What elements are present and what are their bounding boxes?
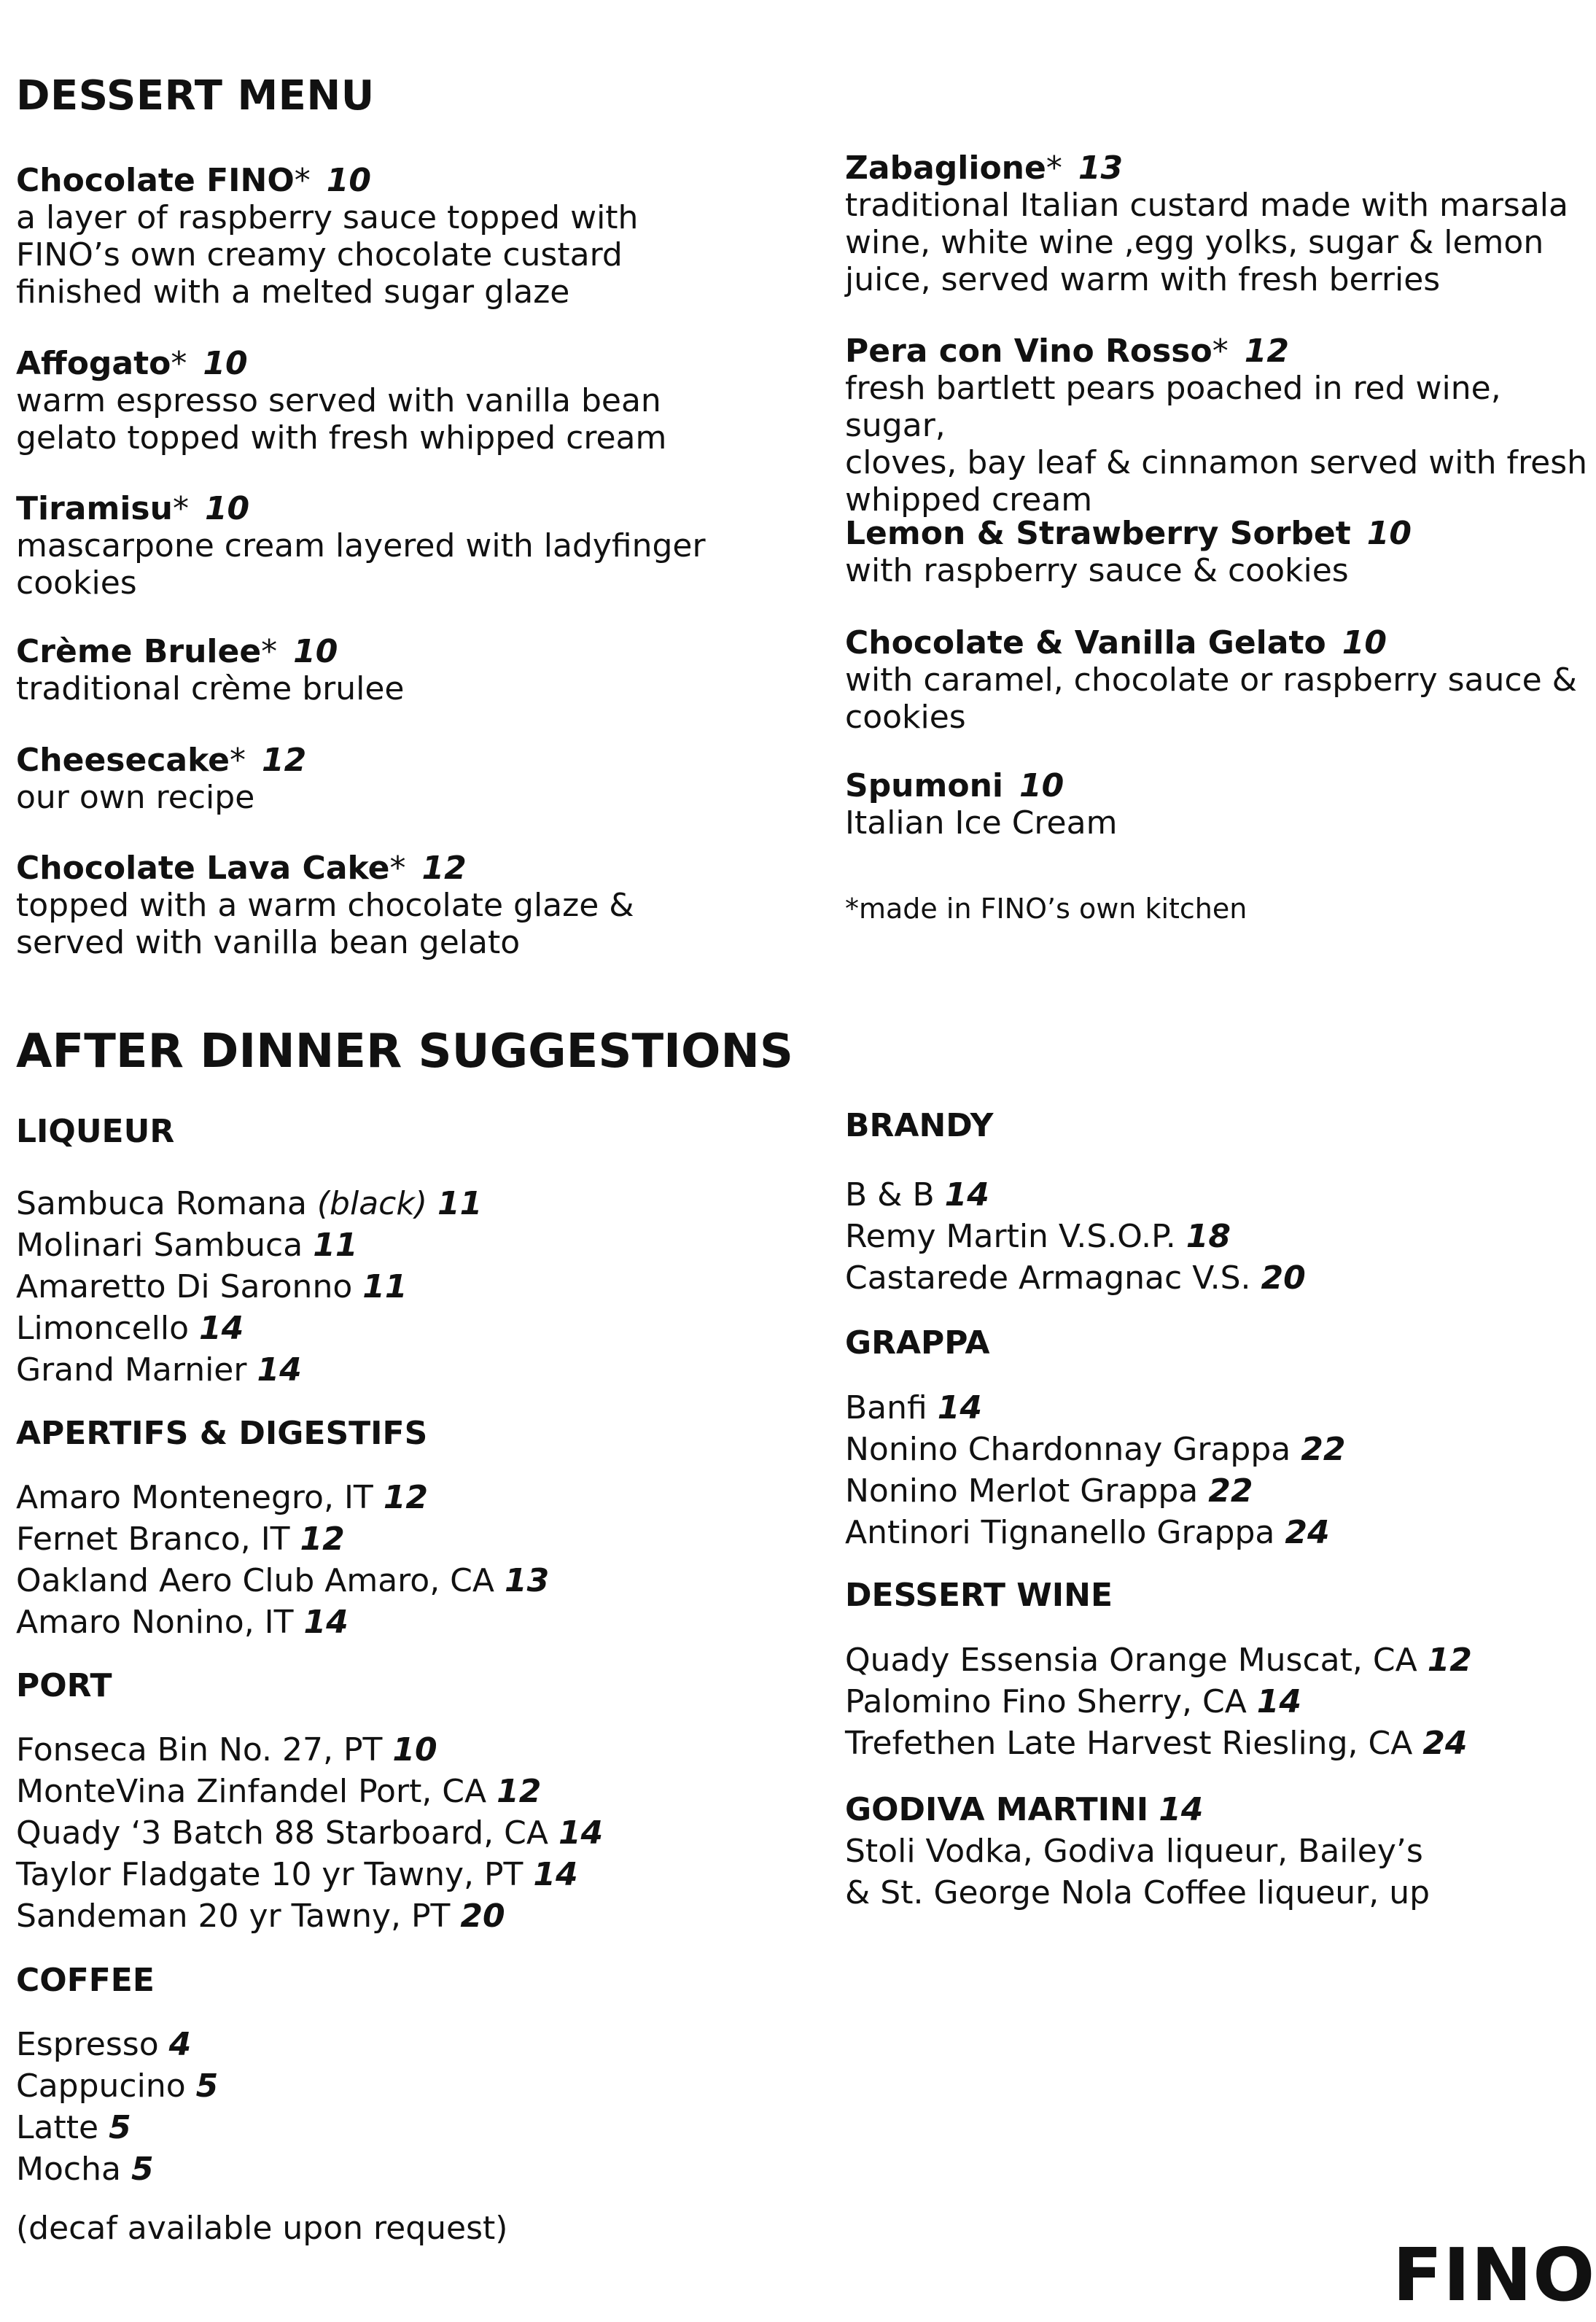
dessert-item-heading [16, 162, 638, 199]
dessert-item-description: fresh bartlett pears poached in red wine, sugar, [845, 370, 1501, 444]
drink-item-price: 24 [1422, 1725, 1468, 1762]
dessert-item-description: Italian Ice Cream [845, 804, 1118, 842]
dessert-item-heading [16, 345, 666, 382]
dessert-item-price: 10 [1342, 624, 1387, 661]
brandy-list [845, 1174, 1306, 1299]
dessert-item-name: Chocolate FINO [16, 162, 295, 199]
drink-item-price: 14 [944, 1176, 989, 1214]
dessert-left-item [16, 490, 706, 602]
drink-item-note: (black) [316, 1185, 428, 1222]
drink-item [845, 1429, 1345, 1470]
dessert-item-description: cloves, bay leaf & cinnamon served with fresh [845, 444, 1588, 481]
dessert-item-heading [845, 150, 1568, 187]
dessert-item-star: * [172, 490, 189, 527]
drink-item [16, 1349, 482, 1391]
dessert-footnote: *made in FINO’s own kitchen [845, 893, 1247, 925]
drink-item-name: Remy Martin V.S.O.P. [845, 1218, 1176, 1255]
dessert-left-item [16, 742, 306, 816]
dessert-item-star: * [294, 162, 311, 199]
dessert-right-item [845, 333, 1596, 519]
drink-item-price: 11 [313, 1227, 358, 1264]
drink-item-name: Grand Marnier [16, 1351, 247, 1389]
port-heading: PORT [16, 1667, 112, 1704]
drink-item-name: Palomino Fino Sherry, CA [845, 1683, 1247, 1720]
dessert-item-price: 10 [293, 633, 338, 670]
dessert-item-name: Affogato [16, 345, 171, 382]
drink-item-price: 10 [392, 1731, 437, 1768]
liqueur-heading: LIQUEUR [16, 1113, 175, 1150]
dessert-item-price: 10 [1019, 767, 1064, 804]
drink-item [16, 1266, 482, 1308]
after-dinner-title: AFTER DINNER SUGGESTIONS [16, 1025, 793, 1079]
drink-item [16, 1560, 549, 1601]
dessert-right-item [845, 515, 1412, 589]
dessert-item-description: cookies [16, 564, 137, 602]
drink-item-price: 22 [1301, 1431, 1346, 1468]
drink-item [16, 1183, 482, 1224]
drink-item-price: 14 [937, 1389, 982, 1426]
dessert-item-name: Cheesecake [16, 742, 230, 779]
drink-item [16, 1308, 482, 1349]
dessert-item-description: cookies [845, 699, 966, 736]
drink-item-name: Trefethen Late Harvest Riesling, CA [845, 1725, 1413, 1762]
dessert-item-description: a layer of raspberry sauce topped with [16, 199, 639, 236]
drink-item-price: 12 [300, 1521, 345, 1558]
drink-item-name: Amaro Nonino, IT [16, 1604, 294, 1641]
dessert-item-price: 10 [1366, 515, 1412, 552]
dessert-item-price: 10 [204, 490, 250, 527]
drink-item [16, 2024, 218, 2065]
dessert-right-item [845, 624, 1577, 736]
drink-item-price: 14 [558, 1814, 604, 1852]
drink-item [16, 1601, 549, 1643]
drink-item-name: Castarede Armagnac V.S. [845, 1259, 1251, 1297]
dessert-item-description: topped with a warm chocolate glaze & [16, 887, 634, 924]
dessert-item-description: traditional crème brulee [16, 670, 405, 707]
godiva-martini-price: 14 [1159, 1791, 1204, 1828]
dessert-item-price: 12 [1244, 333, 1289, 370]
drink-item-price: 24 [1285, 1514, 1330, 1551]
drink-item-name: MonteVina Zinfandel Port, CA [16, 1773, 487, 1810]
dessert-item-name: Lemon & Strawberry Sorbet [845, 515, 1351, 552]
drink-item [845, 1639, 1472, 1681]
coffee-list [16, 2024, 218, 2190]
drink-item [845, 1387, 1345, 1429]
dessert-item-description: served with vanilla bean gelato [16, 924, 521, 961]
drink-item [16, 1477, 549, 1518]
dessert-item-name: Chocolate Lava Cake [16, 850, 390, 887]
dessert-left-item [16, 633, 405, 707]
dessert-left-item [16, 162, 638, 311]
dessert-item-description: gelato topped with fresh whipped cream [16, 419, 667, 457]
dessert-item-star: * [1046, 150, 1062, 187]
drink-item-price: 22 [1208, 1472, 1253, 1510]
dessert-item-price: 13 [1078, 150, 1124, 187]
brandy-heading: BRANDY [845, 1107, 994, 1144]
drink-item-name: Banfi [845, 1389, 927, 1426]
drink-item-price: 12 [383, 1479, 429, 1516]
drink-item-name: Molinari Sambuca [16, 1227, 303, 1264]
dessert-item-description: finished with a melted sugar glaze [16, 273, 570, 311]
drink-item-name: Quady Essensia Orange Muscat, CA [845, 1642, 1417, 1679]
drink-item [16, 2065, 218, 2107]
drink-item-name: Nonino Merlot Grappa [845, 1472, 1199, 1510]
drink-item-price: 20 [1261, 1259, 1306, 1297]
dessert-right-item [845, 150, 1568, 298]
drink-item-name: Antinori Tignanello Grappa [845, 1514, 1275, 1551]
drink-item [16, 2148, 218, 2190]
drink-item-name: Limoncello [16, 1310, 190, 1347]
drink-item-name: Quady ‘3 Batch 88 Starboard, CA [16, 1814, 548, 1852]
dessert-wine-list [845, 1639, 1472, 1764]
apertifs-list [16, 1477, 549, 1643]
dessert-item-heading [16, 490, 706, 527]
drink-item-name: Fonseca Bin No. 27, PT [16, 1731, 383, 1768]
drink-item-name: Cappucino [16, 2067, 186, 2105]
drink-item-name: Nonino Chardonnay Grappa [845, 1431, 1291, 1468]
dessert-item-description: juice, served warm with fresh berries [845, 261, 1441, 298]
drink-item-price: 14 [533, 1856, 578, 1893]
drink-item [845, 1470, 1345, 1512]
drink-item [845, 1216, 1306, 1257]
drink-item-name: Sandeman 20 yr Tawny, PT [16, 1898, 451, 1935]
dessert-item-star: * [389, 850, 406, 887]
dessert-item-description: warm espresso served with vanilla bean [16, 382, 661, 419]
dessert-item-price: 12 [262, 742, 307, 779]
godiva-martini [845, 1789, 1430, 1914]
dessert-item-heading [845, 515, 1412, 552]
drink-item-price: 5 [195, 2067, 219, 2105]
drink-item [16, 1854, 603, 1895]
coffee-heading: COFFEE [16, 1962, 155, 1999]
drink-item-price: 5 [109, 2109, 131, 2146]
dessert-item-star: * [1212, 333, 1229, 370]
drink-item-price: 14 [257, 1351, 302, 1389]
godiva-martini-line-2: & St. George Nola Coffee liqueur, up [845, 1874, 1430, 1911]
dessert-wine-heading: DESSERT WINE [845, 1577, 1113, 1614]
drink-item-price: 11 [437, 1185, 483, 1222]
drink-item [845, 1723, 1472, 1764]
fino-logo: FINO [1393, 2232, 1596, 2318]
drink-item-name: Taylor Fladgate 10 yr Tawny, PT [16, 1856, 523, 1893]
drink-item [16, 1812, 603, 1854]
drink-item-price: 14 [303, 1604, 349, 1641]
dessert-left-item [16, 850, 634, 961]
dessert-item-description: wine, white wine ,egg yolks, sugar & lemon [845, 224, 1544, 261]
dessert-item-heading [845, 333, 1596, 370]
dessert-right-item [845, 767, 1117, 842]
drink-item-price: 11 [362, 1268, 408, 1305]
dessert-item-heading [16, 742, 306, 779]
drink-item [16, 1224, 482, 1266]
dessert-item-name: Zabaglione [845, 150, 1046, 187]
liqueur-list [16, 1183, 482, 1391]
drink-item-price: 14 [199, 1310, 244, 1347]
dessert-item-heading [16, 850, 634, 887]
dessert-item-heading [16, 633, 405, 670]
port-list [16, 1729, 603, 1937]
decaf-note: (decaf available upon request) [16, 2210, 508, 2247]
drink-item-name: Espresso [16, 2026, 159, 2063]
apertifs-heading: APERTIFS & DIGESTIFS [16, 1415, 428, 1452]
drink-item-price: 12 [1427, 1642, 1472, 1679]
dessert-menu-title: DESSERT MENU [16, 72, 375, 120]
dessert-item-description: with raspberry sauce & cookies [845, 552, 1349, 589]
dessert-item-description: FINO’s own creamy chocolate custard [16, 236, 623, 273]
godiva-martini-line-1: Stoli Vodka, Godiva liqueur, Bailey’s [845, 1833, 1423, 1870]
drink-item [16, 1518, 549, 1560]
dessert-item-name: Spumoni [845, 767, 1003, 804]
dessert-item-name: Tiramisu [16, 490, 173, 527]
godiva-martini-title: GODIVA MARTINI [845, 1791, 1149, 1828]
drink-item-name: Amaretto Di Saronno [16, 1268, 353, 1305]
drink-item [845, 1257, 1306, 1299]
drink-item-price: 14 [1256, 1683, 1302, 1720]
drink-item-name: Latte [16, 2109, 99, 2146]
grappa-heading: GRAPPA [845, 1324, 990, 1362]
drink-item-name: Mocha [16, 2151, 121, 2188]
drink-item [845, 1681, 1472, 1723]
dessert-item-description: with caramel, chocolate or raspberry sauce & [845, 661, 1577, 699]
drink-item [845, 1512, 1345, 1553]
drink-item-name: Fernet Branco, IT [16, 1521, 290, 1558]
drink-item-price: 12 [497, 1773, 542, 1810]
dessert-item-description: our own recipe [16, 779, 255, 816]
dessert-item-price: 10 [203, 345, 248, 382]
dessert-item-description: traditional Italian custard made with marsala [845, 187, 1568, 224]
dessert-item-star: * [230, 742, 246, 779]
dessert-item-price: 12 [421, 850, 467, 887]
drink-item-price: 18 [1186, 1218, 1231, 1255]
drink-item-name: Oakland Aero Club Amaro, CA [16, 1562, 495, 1599]
drink-item-price: 4 [168, 2026, 192, 2063]
drink-item-name: B & B [845, 1176, 935, 1214]
drink-item-price: 20 [460, 1898, 505, 1935]
dessert-item-name: Crème Brulee [16, 633, 262, 670]
drink-item-price: 5 [131, 2151, 154, 2188]
dessert-item-name: Chocolate & Vanilla Gelato [845, 624, 1326, 661]
drink-item [845, 1174, 1306, 1216]
dessert-left-item [16, 345, 666, 457]
dessert-item-name: Pera con Vino Rosso [845, 333, 1212, 370]
dessert-item-price: 10 [326, 162, 372, 199]
dessert-item-heading [845, 767, 1117, 804]
dessert-item-heading [845, 624, 1577, 661]
drink-item-name: Amaro Montenegro, IT [16, 1479, 373, 1516]
drink-item [16, 1729, 603, 1771]
dessert-item-star: * [261, 633, 278, 670]
dessert-item-description: whipped cream [845, 481, 1093, 519]
dessert-item-description: mascarpone cream layered with ladyfinger [16, 527, 706, 564]
drink-item [16, 1771, 603, 1812]
drink-item-name: Sambuca Romana [16, 1185, 317, 1222]
drink-item [16, 2107, 218, 2148]
drink-item-price: 13 [505, 1562, 550, 1599]
dessert-item-star: * [171, 345, 187, 382]
grappa-list [845, 1387, 1345, 1553]
drink-item [16, 1895, 603, 1937]
